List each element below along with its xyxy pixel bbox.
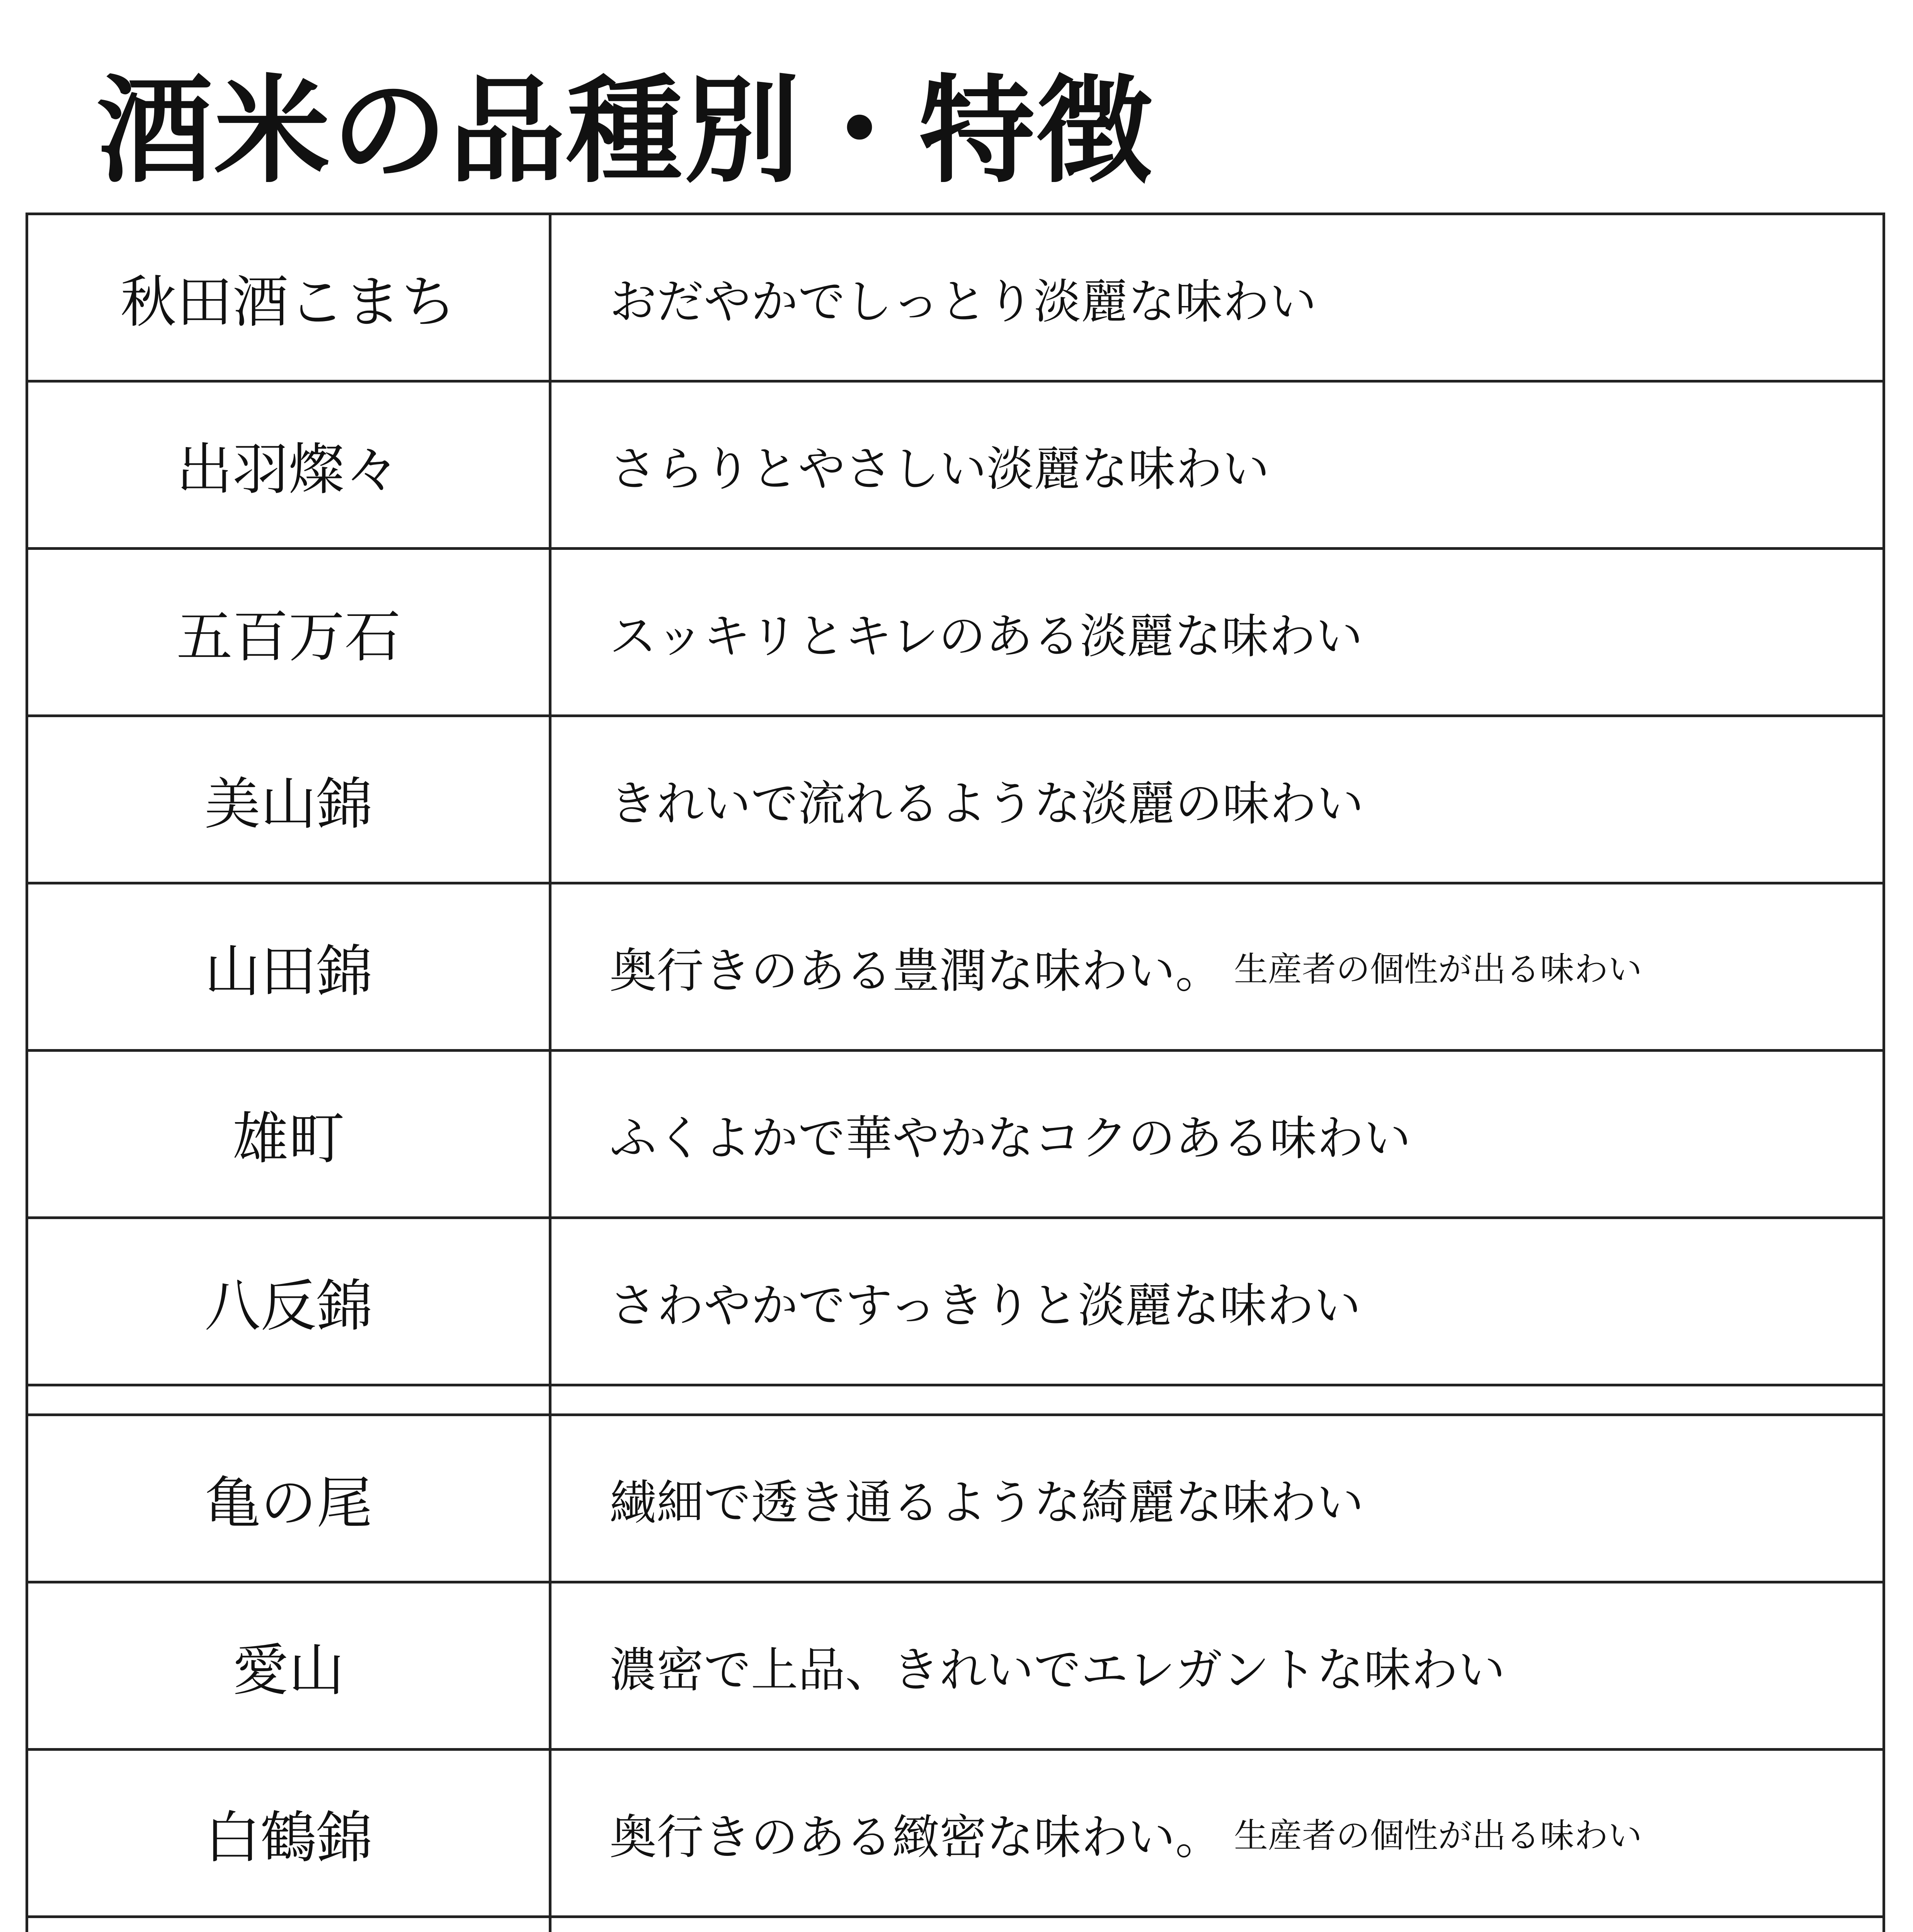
- variety-description: [551, 1918, 1882, 1932]
- table-row: [28, 383, 1882, 550]
- variety-name: 秋田酒こまち: [28, 215, 551, 380]
- variety-name: 亀の尾: [28, 1416, 551, 1581]
- table-row: [28, 1583, 1882, 1751]
- description-text: スッキリとキレのある淡麗な味わい: [609, 609, 1363, 664]
- description-note: 生産者の個性が出る味わい: [1234, 949, 1642, 989]
- variety-name: 愛山: [28, 1583, 551, 1748]
- description-text: 繊細で透き通るような綺麗な味わい: [609, 1475, 1364, 1530]
- description-note: 生産者の個性が出る味わい: [1234, 1816, 1642, 1855]
- table-row: [28, 884, 1882, 1052]
- table-row: [28, 1219, 1882, 1386]
- variety-name: 雄町: [28, 1052, 551, 1216]
- page-title: 酒米の品種別・特徴: [97, 64, 1154, 199]
- table-row: [28, 1751, 1882, 1918]
- variety-description: [551, 1052, 1882, 1216]
- variety-name: 出羽燦々: [28, 383, 551, 547]
- variety-name: 美山錦: [28, 717, 551, 882]
- table-spacer-row: [28, 1386, 1882, 1416]
- table-row: [28, 1918, 1882, 1932]
- description-text: 奥行きのある緻密な味わい。: [609, 1810, 1222, 1865]
- description-text: 濃密で上品、きれいでエレガントな味わい: [609, 1642, 1505, 1697]
- variety-description: [551, 383, 1882, 547]
- description-text: おだやかでしっとり淡麗な味わい: [609, 274, 1317, 329]
- description-text: きれいで流れるような淡麗の味わい: [609, 776, 1364, 831]
- variety-description: [551, 1583, 1882, 1748]
- variety-description: [551, 215, 1882, 380]
- variety-description: [551, 884, 1882, 1049]
- spacer-cell: [28, 1386, 551, 1413]
- rice-variety-table: [26, 213, 1885, 1932]
- description-text: さらりとやさしい淡麗な味わい: [609, 441, 1270, 497]
- description-text: さわやかですっきりと淡麗な味わい: [609, 1278, 1361, 1333]
- description-text: ふくよかで華やかなコクのある味わい: [609, 1111, 1411, 1166]
- variety-description: [551, 1416, 1882, 1581]
- table-row: [28, 1052, 1882, 1219]
- spacer-cell: [551, 1386, 1882, 1413]
- variety-description: [551, 550, 1882, 714]
- variety-name: 五百万石: [28, 550, 551, 714]
- variety-name: 八反錦: [28, 1219, 551, 1384]
- description-text: 奥行きのある豊潤な味わい。: [609, 943, 1222, 998]
- table-row: [28, 550, 1882, 717]
- variety-description: [551, 1751, 1882, 1915]
- table-row: [28, 717, 1882, 884]
- variety-name: 白鶴錦: [28, 1751, 551, 1915]
- table-row: [28, 1416, 1882, 1583]
- variety-description: [551, 1219, 1882, 1384]
- variety-name: [28, 1918, 551, 1932]
- variety-name: 山田錦: [28, 884, 551, 1049]
- variety-description: [551, 717, 1882, 882]
- table-row: [28, 215, 1882, 383]
